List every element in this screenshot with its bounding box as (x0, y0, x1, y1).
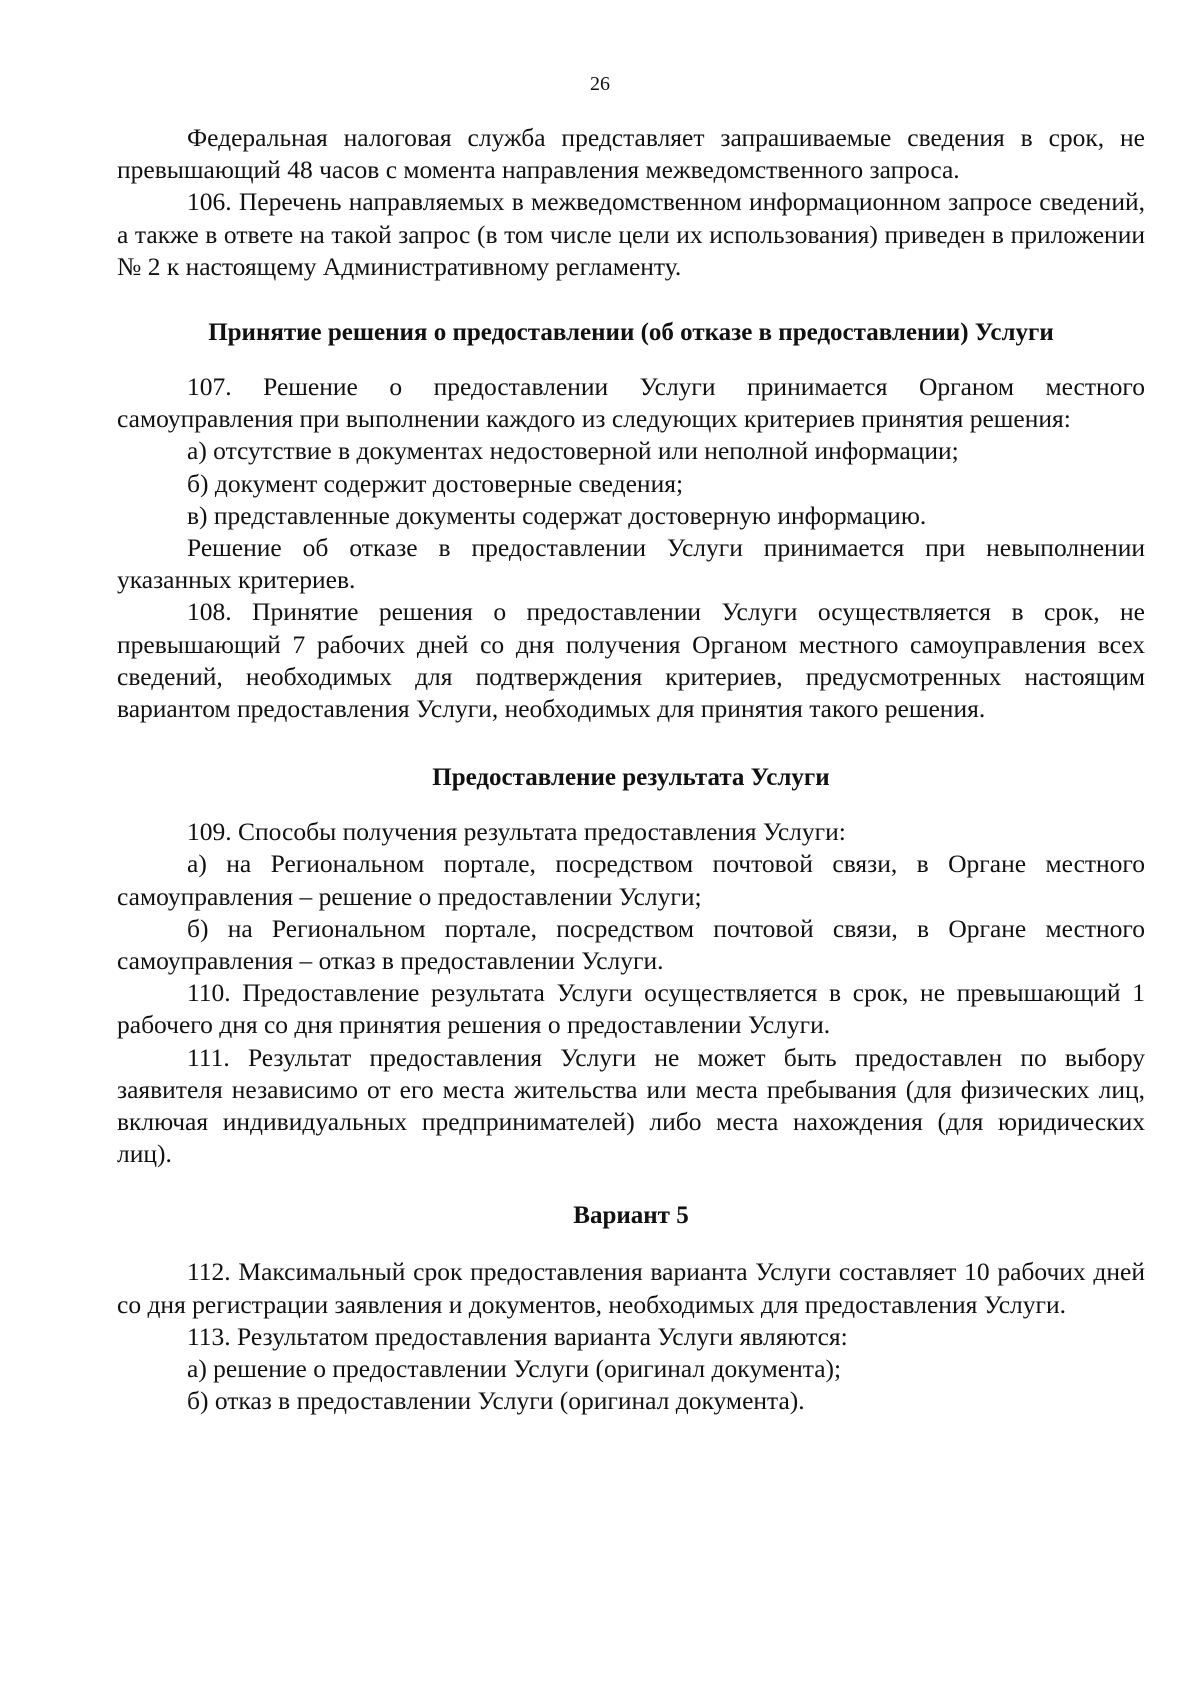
list-item-a: а) отсутствие в документах недостоверной или неполной информации; (187, 436, 959, 466)
paragraph-107: 107. Решение о предоставлении Услуги принимается Органом местного самоуправления при выполнении каждого из следующих критериев принятия решения: (117, 372, 1145, 434)
paragraph-111: 111. Результат предоставления Услуги не может быть предоставлен по выбору заявителя независимо от его места жительства или места пребывания (для физических лиц, включая индивидуальных предпринимателей) либо места нахождения (для юридических лиц). (117, 1042, 1145, 1169)
document-body (117, 122, 1145, 1418)
list-item-a-variant: а) решение о предоставлении Услуги (оригинал документа); (187, 1354, 842, 1384)
spacer (117, 1170, 1145, 1200)
paragraph-112: 112. Максимальный срок предоставления варианта Услуги составляет 10 рабочих дней со дня регистрации заявления и документов, необходимых для предоставления Услуги. (117, 1257, 1145, 1319)
list-item-a-result: а) на Региональном портале, посредством почтовой связи, в Органе местного самоуправления – решение о предоставлении Услуги; (117, 849, 1145, 911)
spacer (117, 794, 1145, 816)
paragraph-113: 113. Результатом предоставления варианта Услуги являются: (187, 1321, 848, 1351)
spacer (117, 1232, 1145, 1256)
list-item-v: в) представленные документы содержат достоверную информацию. (187, 500, 927, 530)
section-heading-result: Предоставление результата Услуги (432, 764, 830, 792)
paragraph-109: 109. Способы получения результата предоставления Услуги: (187, 817, 846, 847)
paragraph-108: 108. Принятие решения о предоставлении Услуги осуществляется в срок, не превышающий 7 рабочих дней со дня получения Органом местного самоуправления всех сведений, необходимых для подтверждения критериев, предусмотренных настоящим вариантом предоставления Услуги, необходимых для принятия такого решения. (117, 597, 1145, 724)
spacer (117, 725, 1145, 762)
spacer (117, 349, 1145, 371)
paragraph-refusal-decision: Решение об отказе в предоставлении Услуги принимается при невыполнении указанных критериев. (117, 533, 1145, 595)
paragraph-fns-deadline: Федеральная налоговая служба представляет запрашиваемые сведения в срок, не превышающий 48 часов с момента направления межведомственного запроса. (117, 123, 1145, 185)
section-heading-decision: Принятие решения о предоставлении (об отказе в предоставлении) Услуги (208, 319, 1054, 347)
page-number: 26 (590, 73, 610, 95)
list-item-b-result: б) на Региональном портале, посредством почтовой связи, в Органе местного самоуправления – отказ в предоставлении Услуги. (117, 913, 1145, 976)
paragraph-110: 110. Предоставление результата Услуги осуществляется в срок, не превышающий 1 рабочего дня со дня принятия решения о предоставлении Услуги. (117, 978, 1145, 1040)
paragraph-106: 106. Перечень направляемых в межведомственном информационном запросе сведений, а также в ответе на такой запрос (в том числе цели их использования) приведен в приложении № 2 к настоящему Административному регламенту. (117, 187, 1145, 281)
section-heading-variant-5: Вариант 5 (573, 1202, 689, 1230)
list-item-b-variant: б) отказ в предоставлении Услуги (оригинал документа). (187, 1386, 805, 1416)
spacer (117, 283, 1145, 317)
list-item-b: б) документ содержит достоверные сведения; (187, 468, 684, 498)
